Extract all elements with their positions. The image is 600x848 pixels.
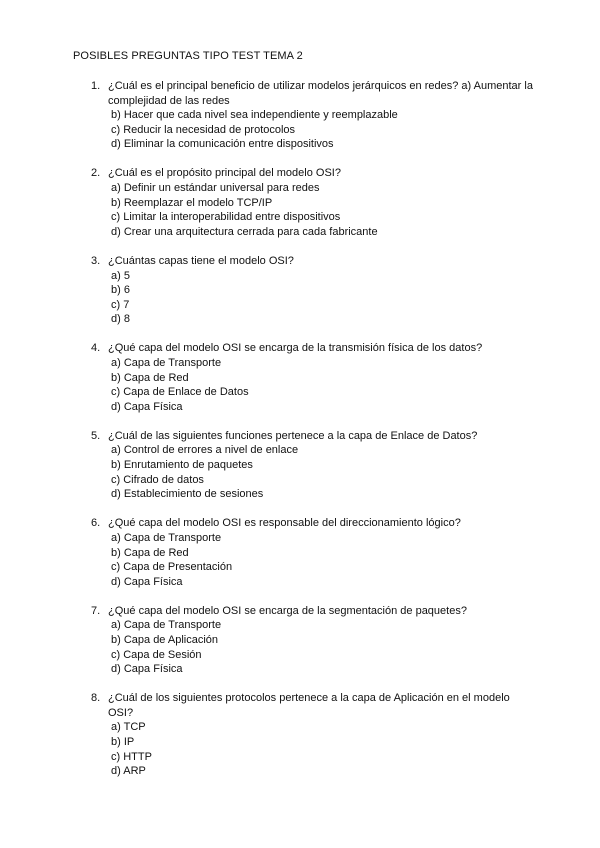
question-4 [0, 341, 600, 414]
answer-option: a) Capa de Transporte [111, 357, 222, 369]
answer-option: b) Hacer que cada nivel sea independiente y reemplazable [111, 109, 398, 122]
answer-option: d) Capa Física [111, 400, 183, 413]
answer-option: a) Control de errores a nivel de enlace [111, 444, 299, 457]
question-text: ¿Cuál de los siguientes protocolos pertenece a la capa de Aplicación en el modelo OSI? [108, 692, 510, 719]
answer-option: c) Capa de Sesión [111, 648, 202, 661]
answer-option: d) ARP [111, 765, 146, 778]
question-5 [0, 429, 600, 502]
question-text: ¿Cuál de las siguientes funciones pertenece a la capa de Enlace de Datos? [108, 429, 478, 442]
question-text: ¿Cuántas capas tiene el modelo OSI? [108, 254, 294, 267]
answer-option: b) Reemplazar el modelo TCP/IP [111, 196, 273, 209]
question-6 [0, 516, 600, 589]
question-number: 5. [91, 429, 101, 442]
answer-option: c) Cifrado de datos [111, 473, 204, 486]
question-text: ¿Cuál es el principal beneficio de utilizar modelos jerárquicos en redes? a) Aumentar la complejidad de las redes [108, 80, 533, 107]
question-7 [0, 604, 600, 677]
answer-option: a) TCP [111, 721, 146, 734]
answer-option: d) Capa Física [111, 663, 183, 676]
question-number: 4. [91, 342, 101, 355]
answer-option: a) 5 [111, 269, 130, 282]
answer-option: a) Definir un estándar universal para redes [111, 182, 320, 195]
question-3 [0, 254, 600, 327]
question-number: 7. [91, 604, 101, 617]
question-text: ¿Qué capa del modelo OSI se encarga de la segmentación de paquetes? [108, 604, 467, 617]
question-text: ¿Qué capa del modelo OSI es responsable del direccionamiento lógico? [108, 517, 461, 530]
answer-option: b) Capa de Red [111, 546, 189, 559]
answer-option: c) Limitar la interoperabilidad entre dispositivos [111, 211, 341, 224]
question-2 [0, 166, 600, 239]
question-8 [0, 691, 600, 779]
answer-option: d) Capa Física [111, 575, 183, 588]
question-number: 3. [91, 254, 101, 267]
question-list [0, 79, 600, 793]
answer-option: b) IP [111, 736, 135, 749]
question-number: 6. [91, 517, 101, 530]
answer-option: b) Capa de Red [111, 371, 189, 384]
answer-option: b) Capa de Aplicación [111, 634, 219, 646]
answer-option: c) Capa de Enlace de Datos [111, 386, 249, 399]
question-text: ¿Qué capa del modelo OSI se encarga de la transmisión física de los datos? [108, 342, 483, 355]
answer-option: c) Capa de Presentación [111, 561, 233, 574]
answer-option: d) Crear una arquitectura cerrada para cada fabricante [111, 225, 378, 238]
question-1 [0, 79, 600, 152]
answer-option: a) Capa de Transporte [111, 619, 222, 632]
answer-option: d) Establecimiento de sesiones [111, 488, 264, 501]
page-title: POSIBLES PREGUNTAS TIPO TEST TEMA 2 [73, 50, 303, 62]
answer-option: b) Enrutamiento de paquetes [111, 459, 253, 472]
answer-option: b) 6 [111, 284, 130, 297]
answer-option: c) Reducir la necesidad de protocolos [111, 123, 296, 136]
answer-option: c) HTTP [111, 750, 152, 763]
question-text: ¿Cuál es el propósito principal del modelo OSI? [108, 167, 341, 180]
answer-option: c) 7 [111, 298, 130, 311]
question-number: 2. [91, 167, 101, 180]
question-number: 1. [91, 80, 101, 92]
question-number: 8. [91, 692, 101, 705]
answer-option: d) Eliminar la comunicación entre dispositivos [111, 138, 334, 151]
answer-option: a) Capa de Transporte [111, 531, 222, 544]
answer-option: d) 8 [111, 313, 130, 326]
